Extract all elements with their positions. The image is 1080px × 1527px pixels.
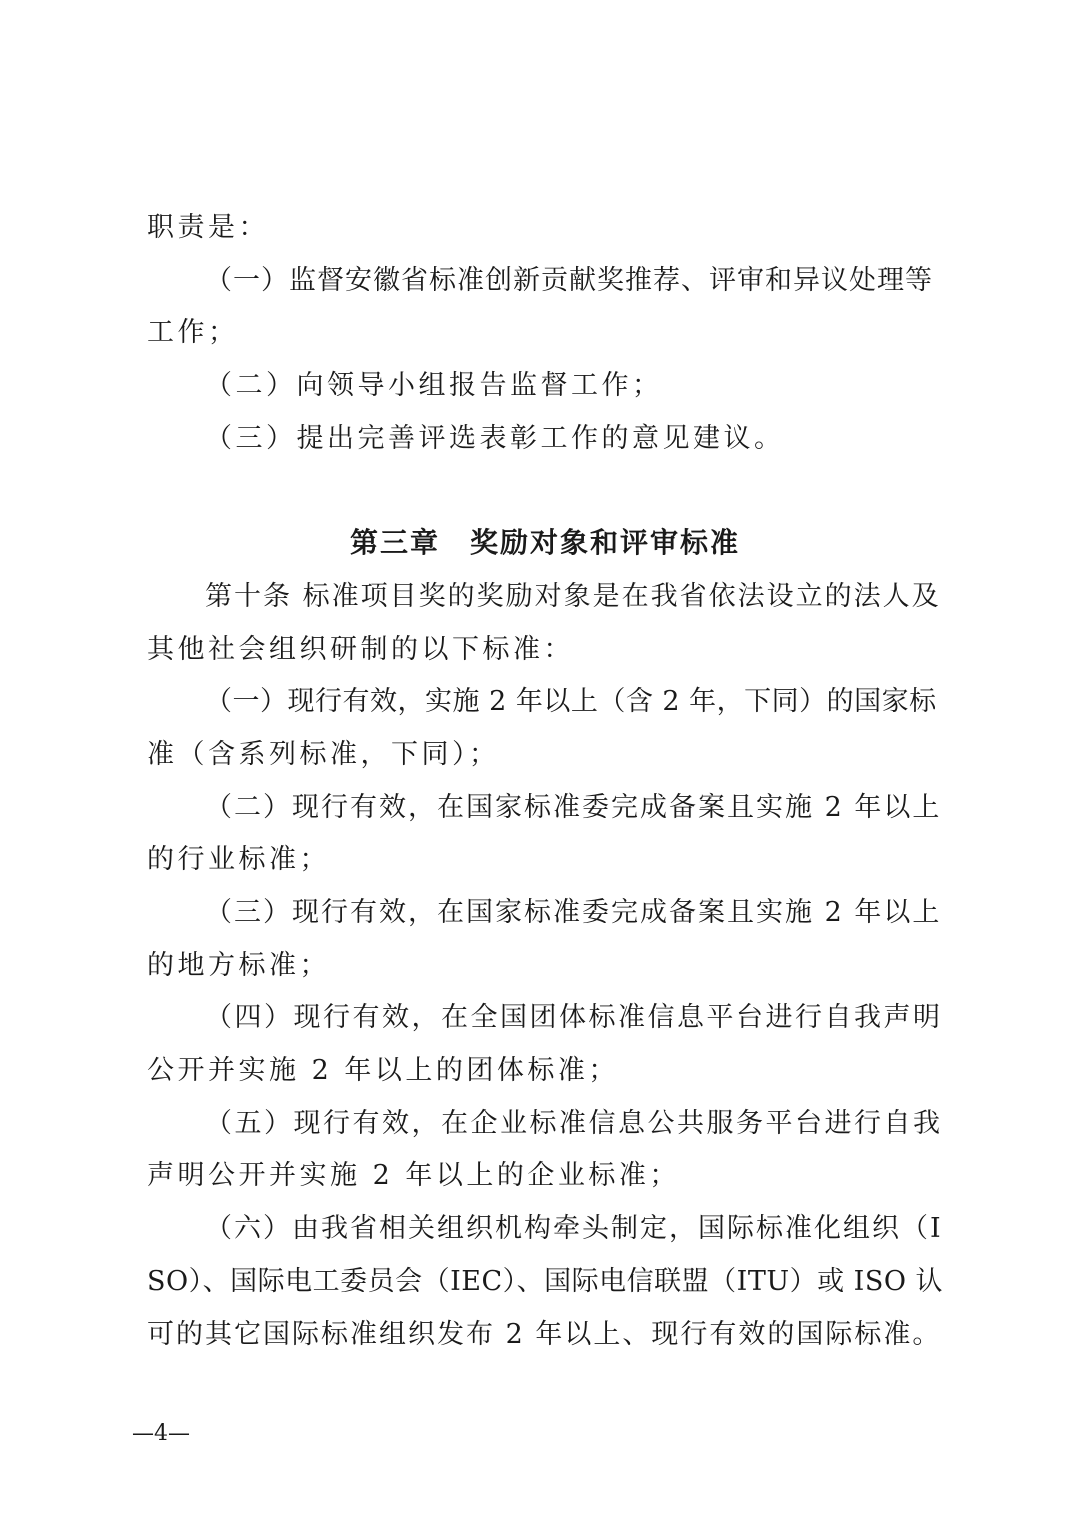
text-line: 工作； bbox=[147, 317, 239, 348]
chapter-heading: 第三章 奖励对象和评审标准 bbox=[349, 526, 740, 559]
text-line: （三）提出完善评选表彰工作的意见建议。 bbox=[205, 423, 785, 454]
text-line: 的行业标准； bbox=[147, 844, 330, 875]
text-line: （五）现行有效，在企业标准信息公共服务平台进行自我 bbox=[205, 1108, 943, 1139]
text-line: 公开并实施 2 年以上的团体标准； bbox=[147, 1055, 619, 1086]
text-line: （三）现行有效，在国家标准委完成备案且实施 2 年以上 bbox=[205, 897, 942, 928]
text-line: （二）现行有效，在国家标准委完成备案且实施 2 年以上 bbox=[205, 792, 942, 823]
text-line: 准（含系列标准，下同）； bbox=[147, 739, 500, 770]
text-line: （一）监督安徽省标准创新贡献奖推荐、评审和异议处理等 bbox=[205, 265, 933, 296]
text-line: SO）、国际电工委员会（IEC）、国际电信联盟（ITU）或 ISO 认 bbox=[147, 1266, 944, 1297]
text-line: 可的其它国际标准组织发布 2 年以上、现行有效的国际标准。 bbox=[147, 1319, 942, 1350]
text-line: 职责是： bbox=[147, 212, 269, 243]
text-line: （一）现行有效，实施 2 年以上（含 2 年，下同）的国家标 bbox=[205, 686, 937, 717]
page-number: —4— bbox=[132, 1421, 190, 1446]
text-line: 其他社会组织研制的以下标准： bbox=[147, 634, 574, 665]
text-line: （六）由我省相关组织机构牵头制定，国际标准化组织（I bbox=[205, 1213, 943, 1244]
text-line: （四）现行有效，在全国团体标准信息平台进行自我声明 bbox=[205, 1002, 943, 1033]
text-line: 声明公开并实施 2 年以上的企业标准； bbox=[147, 1160, 680, 1191]
text-line: 的地方标准； bbox=[147, 950, 330, 981]
text-line: （二）向领导小组报告监督工作； bbox=[205, 370, 663, 401]
text-line: 第十条 标准项目奖的奖励对象是在我省依法设立的法人及 bbox=[205, 581, 941, 612]
